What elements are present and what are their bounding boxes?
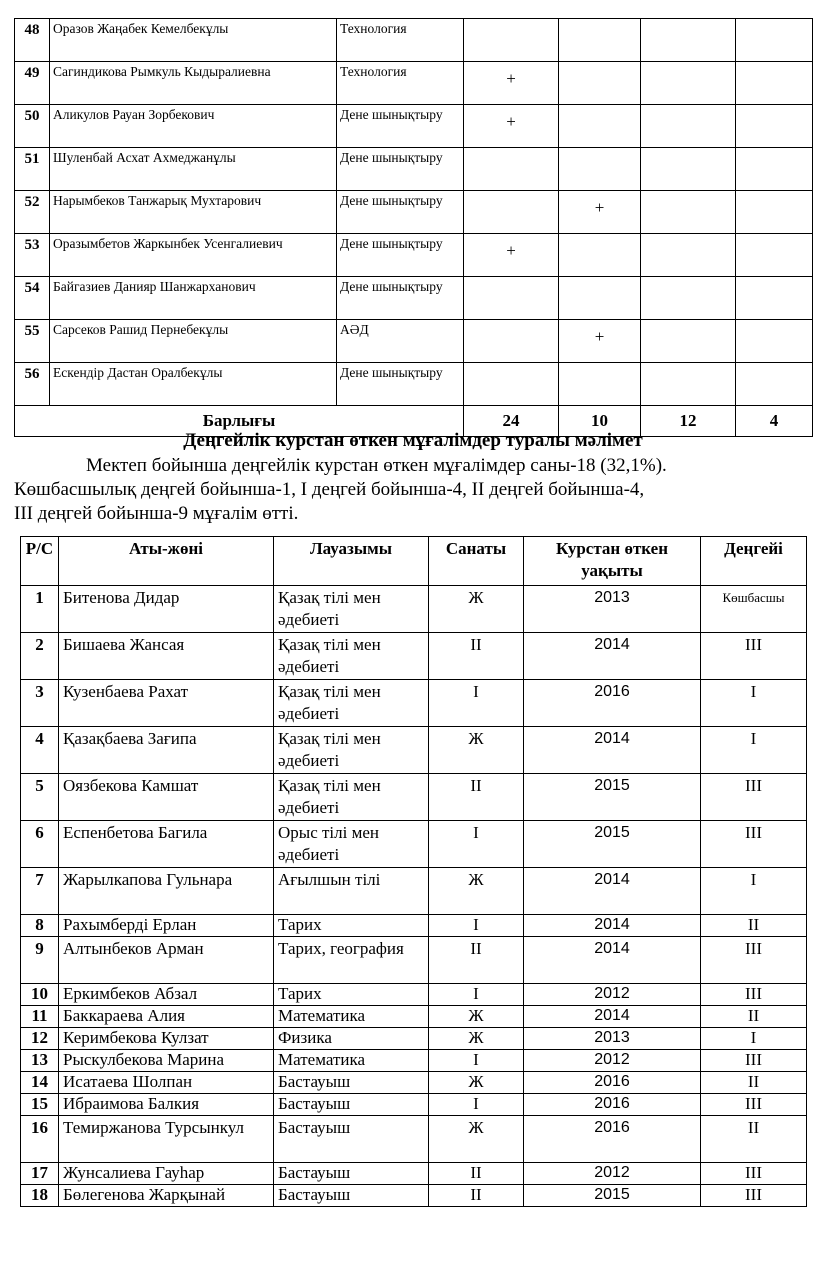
level: ІІІ — [701, 984, 807, 1006]
category: Ж — [429, 1028, 524, 1050]
plus-mark — [464, 363, 559, 406]
position: Бастауыш — [274, 1163, 429, 1185]
plus-mark — [559, 363, 641, 406]
plus-mark — [559, 105, 641, 148]
table-row — [15, 105, 813, 148]
table-row — [21, 1072, 807, 1094]
table-row — [21, 1163, 807, 1185]
category: І — [429, 984, 524, 1006]
position: Физика — [274, 1028, 429, 1050]
total-value: 4 — [736, 406, 813, 437]
position: Бастауыш — [274, 1116, 429, 1163]
plus-mark: + — [464, 62, 559, 105]
position: Математика — [274, 1006, 429, 1028]
plus-mark — [641, 363, 736, 406]
course-year: 2015 — [524, 1185, 701, 1207]
plus-mark — [559, 234, 641, 277]
position: Орыс тілі мен әдебиеті — [274, 821, 429, 868]
subject: Дене шынықтыру — [337, 148, 464, 191]
table-row — [21, 868, 807, 915]
row-number: 15 — [21, 1094, 59, 1116]
staff-table — [14, 18, 813, 437]
level: ІІ — [701, 1072, 807, 1094]
subject: Дене шынықтыру — [337, 277, 464, 320]
teacher-name: Еспенбетова Багила — [59, 821, 274, 868]
teacher-name: Ибраимова Балкия — [59, 1094, 274, 1116]
level: І — [701, 868, 807, 915]
teacher-name: Ескендір Дастан Оралбекұлы — [50, 363, 337, 406]
teacher-name: Еркимбеков Абзал — [59, 984, 274, 1006]
category: Ж — [429, 1006, 524, 1028]
plus-mark — [641, 277, 736, 320]
row-number: 12 — [21, 1028, 59, 1050]
summary-line: Мектеп бойынша деңгейлік курстан өткен мұғалімдер саны-18 (32,1%). — [86, 455, 667, 476]
plus-mark — [736, 191, 813, 234]
plus-mark — [736, 320, 813, 363]
teacher-name: Баккараева Алия — [59, 1006, 274, 1028]
category: ІІ — [429, 937, 524, 984]
row-number: 8 — [21, 915, 59, 937]
teacher-name: Нарымбеков Танжарық Мухтарович — [50, 191, 337, 234]
course-year: 2016 — [524, 1072, 701, 1094]
teacher-name: Темиржанова Турсынкул — [59, 1116, 274, 1163]
teachers-table-header — [21, 537, 807, 586]
table-row — [21, 1050, 807, 1072]
teacher-name: Жарылкапова Гульнара — [59, 868, 274, 915]
plus-mark — [736, 363, 813, 406]
table-row — [21, 774, 807, 821]
summary-paragraph — [14, 454, 814, 526]
level: ІІІ — [701, 774, 807, 821]
table-row — [21, 821, 807, 868]
header-num: Р/С — [21, 537, 59, 586]
table-row — [21, 1028, 807, 1050]
header-course-time: Курстан өткен уақыты — [524, 537, 701, 586]
section-heading: Деңгейлік курстан өткен мұғалімдер туралы мәлімет — [183, 430, 643, 451]
plus-mark — [464, 191, 559, 234]
level: ІІ — [701, 1116, 807, 1163]
row-number: 54 — [15, 277, 50, 320]
row-number: 4 — [21, 727, 59, 774]
position: Тарих — [274, 915, 429, 937]
plus-mark — [464, 320, 559, 363]
row-number: 56 — [15, 363, 50, 406]
row-number: 16 — [21, 1116, 59, 1163]
header-category: Санаты — [429, 537, 524, 586]
position: Бастауыш — [274, 1072, 429, 1094]
level: Көшбасшы — [701, 586, 807, 633]
plus-mark — [641, 105, 736, 148]
teacher-name: Жунсалиева Гауһар — [59, 1163, 274, 1185]
plus-mark — [736, 148, 813, 191]
position: Математика — [274, 1050, 429, 1072]
teacher-name: Оразов Жаңабек Кемелбекұлы — [50, 19, 337, 62]
position: Бастауыш — [274, 1185, 429, 1207]
row-number: 6 — [21, 821, 59, 868]
position: Тарих — [274, 984, 429, 1006]
plus-mark — [641, 19, 736, 62]
row-number: 51 — [15, 148, 50, 191]
table-row — [15, 191, 813, 234]
course-year: 2014 — [524, 868, 701, 915]
teachers-table — [20, 536, 807, 1207]
category: Ж — [429, 868, 524, 915]
row-number: 5 — [21, 774, 59, 821]
row-number: 11 — [21, 1006, 59, 1028]
total-value: 12 — [641, 406, 736, 437]
row-number: 49 — [15, 62, 50, 105]
row-number: 50 — [15, 105, 50, 148]
plus-mark: + — [559, 191, 641, 234]
table-row — [15, 148, 813, 191]
position: Қазақ тілі мен әдебиеті — [274, 774, 429, 821]
row-number: 53 — [15, 234, 50, 277]
row-number: 7 — [21, 868, 59, 915]
table-row — [21, 586, 807, 633]
level: ІІІ — [701, 1050, 807, 1072]
total-value: 24 — [464, 406, 559, 437]
category: ІІ — [429, 1163, 524, 1185]
teacher-name: Оразымбетов Жаркынбек Усенгалиевич — [50, 234, 337, 277]
row-number: 18 — [21, 1185, 59, 1207]
level: ІІ — [701, 915, 807, 937]
category: І — [429, 821, 524, 868]
plus-mark: + — [464, 234, 559, 277]
table-row — [15, 234, 813, 277]
category: І — [429, 915, 524, 937]
plus-mark — [464, 148, 559, 191]
course-year: 2013 — [524, 586, 701, 633]
plus-mark — [559, 277, 641, 320]
table-row — [15, 363, 813, 406]
plus-mark — [641, 148, 736, 191]
row-number: 10 — [21, 984, 59, 1006]
row-number: 48 — [15, 19, 50, 62]
teacher-name: Битенова Дидар — [59, 586, 274, 633]
table-row — [21, 680, 807, 727]
plus-mark — [736, 277, 813, 320]
summary-line: ІІІ деңгей бойынша-9 мұғалім өтті. — [14, 503, 299, 524]
category: ІІ — [429, 633, 524, 680]
plus-mark: + — [464, 105, 559, 148]
plus-mark — [736, 105, 813, 148]
row-number: 9 — [21, 937, 59, 984]
level: І — [701, 1028, 807, 1050]
level: І — [701, 727, 807, 774]
teacher-name: Шуленбай Асхат Ахмеджанұлы — [50, 148, 337, 191]
teachers-table-body — [21, 586, 807, 1207]
plus-mark — [464, 19, 559, 62]
header-position: Лауазымы — [274, 537, 429, 586]
position: Қазақ тілі мен әдебиеті — [274, 586, 429, 633]
teacher-name: Байгазиев Данияр Шанжарханович — [50, 277, 337, 320]
course-year: 2016 — [524, 680, 701, 727]
table-row — [21, 915, 807, 937]
subject: Технология — [337, 19, 464, 62]
teacher-name: Керимбекова Кулзат — [59, 1028, 274, 1050]
course-year: 2016 — [524, 1094, 701, 1116]
row-number: 13 — [21, 1050, 59, 1072]
subject: Дене шынықтыру — [337, 105, 464, 148]
teacher-name: Рахымберді Ерлан — [59, 915, 274, 937]
summary-line: Көшбасшылық деңгей бойынша-1, І деңгей бойынша-4, ІІ деңгей бойынша-4, — [14, 479, 645, 500]
header-level: Деңгейі — [701, 537, 807, 586]
plus-mark — [559, 148, 641, 191]
row-number: 52 — [15, 191, 50, 234]
course-year: 2013 — [524, 1028, 701, 1050]
table-row — [15, 320, 813, 363]
course-year: 2016 — [524, 1116, 701, 1163]
teacher-name: Сарсеков Рашид Пернебекұлы — [50, 320, 337, 363]
table-row — [21, 727, 807, 774]
teacher-name: Оязбекова Камшат — [59, 774, 274, 821]
table-row — [21, 1094, 807, 1116]
level: ІІІ — [701, 1185, 807, 1207]
course-year: 2012 — [524, 1163, 701, 1185]
plus-mark — [641, 320, 736, 363]
row-number: 2 — [21, 633, 59, 680]
subject: АӘД — [337, 320, 464, 363]
table-row — [21, 937, 807, 984]
row-number: 3 — [21, 680, 59, 727]
category: ІІ — [429, 1185, 524, 1207]
position: Ағылшын тілі — [274, 868, 429, 915]
course-year: 2015 — [524, 821, 701, 868]
course-year: 2014 — [524, 633, 701, 680]
level: ІІІ — [701, 821, 807, 868]
teacher-name: Аликулов Рауан Зорбекович — [50, 105, 337, 148]
level: ІІІ — [701, 633, 807, 680]
teacher-name: Рыскулбекова Марина — [59, 1050, 274, 1072]
teacher-name: Алтынбеков Арман — [59, 937, 274, 984]
level: ІІІ — [701, 937, 807, 984]
category: ІІ — [429, 774, 524, 821]
plus-mark — [641, 62, 736, 105]
level: І — [701, 680, 807, 727]
teacher-name: Сагиндикова Рымкуль Кыдыралиевна — [50, 62, 337, 105]
category: І — [429, 680, 524, 727]
position: Бастауыш — [274, 1094, 429, 1116]
category: Ж — [429, 1072, 524, 1094]
teacher-name: Бөлегенова Жарқынай — [59, 1185, 274, 1207]
teacher-name: Бишаева Жансая — [59, 633, 274, 680]
position: Қазақ тілі мен әдебиеті — [274, 680, 429, 727]
plus-mark — [559, 19, 641, 62]
level: ІІІ — [701, 1094, 807, 1116]
row-number: 17 — [21, 1163, 59, 1185]
plus-mark — [736, 19, 813, 62]
subject: Дене шынықтыру — [337, 363, 464, 406]
table-row — [21, 1116, 807, 1163]
plus-mark — [641, 234, 736, 277]
category: І — [429, 1050, 524, 1072]
subject: Дене шынықтыру — [337, 191, 464, 234]
category: Ж — [429, 586, 524, 633]
teacher-name: Исатаева Шолпан — [59, 1072, 274, 1094]
header-name: Аты-жөні — [59, 537, 274, 586]
level: ІІІ — [701, 1163, 807, 1185]
table-row — [21, 984, 807, 1006]
staff-table-body — [15, 19, 813, 406]
plus-mark — [736, 234, 813, 277]
table-row — [21, 1185, 807, 1207]
plus-mark: + — [559, 320, 641, 363]
category: Ж — [429, 727, 524, 774]
course-year: 2014 — [524, 727, 701, 774]
plus-mark — [559, 62, 641, 105]
course-year: 2015 — [524, 774, 701, 821]
level: ІІ — [701, 1006, 807, 1028]
plus-mark — [736, 62, 813, 105]
plus-mark — [464, 277, 559, 320]
course-year: 2014 — [524, 915, 701, 937]
total-label: Барлығы — [15, 406, 464, 437]
position: Қазақ тілі мен әдебиеті — [274, 633, 429, 680]
position: Тарих, география — [274, 937, 429, 984]
table-row — [15, 19, 813, 62]
table-row — [21, 633, 807, 680]
teacher-name: Кузенбаева Рахат — [59, 680, 274, 727]
category: І — [429, 1094, 524, 1116]
row-number: 1 — [21, 586, 59, 633]
table-row — [15, 62, 813, 105]
course-year: 2012 — [524, 1050, 701, 1072]
position: Қазақ тілі мен әдебиеті — [274, 727, 429, 774]
subject: Дене шынықтыру — [337, 234, 464, 277]
row-number: 55 — [15, 320, 50, 363]
table-row — [15, 277, 813, 320]
course-year: 2014 — [524, 1006, 701, 1028]
course-year: 2012 — [524, 984, 701, 1006]
plus-mark — [641, 191, 736, 234]
category: Ж — [429, 1116, 524, 1163]
row-number: 14 — [21, 1072, 59, 1094]
total-value: 10 — [559, 406, 641, 437]
teacher-name: Қазақбаева Зағипа — [59, 727, 274, 774]
table-row — [21, 1006, 807, 1028]
course-year: 2014 — [524, 937, 701, 984]
subject: Технология — [337, 62, 464, 105]
